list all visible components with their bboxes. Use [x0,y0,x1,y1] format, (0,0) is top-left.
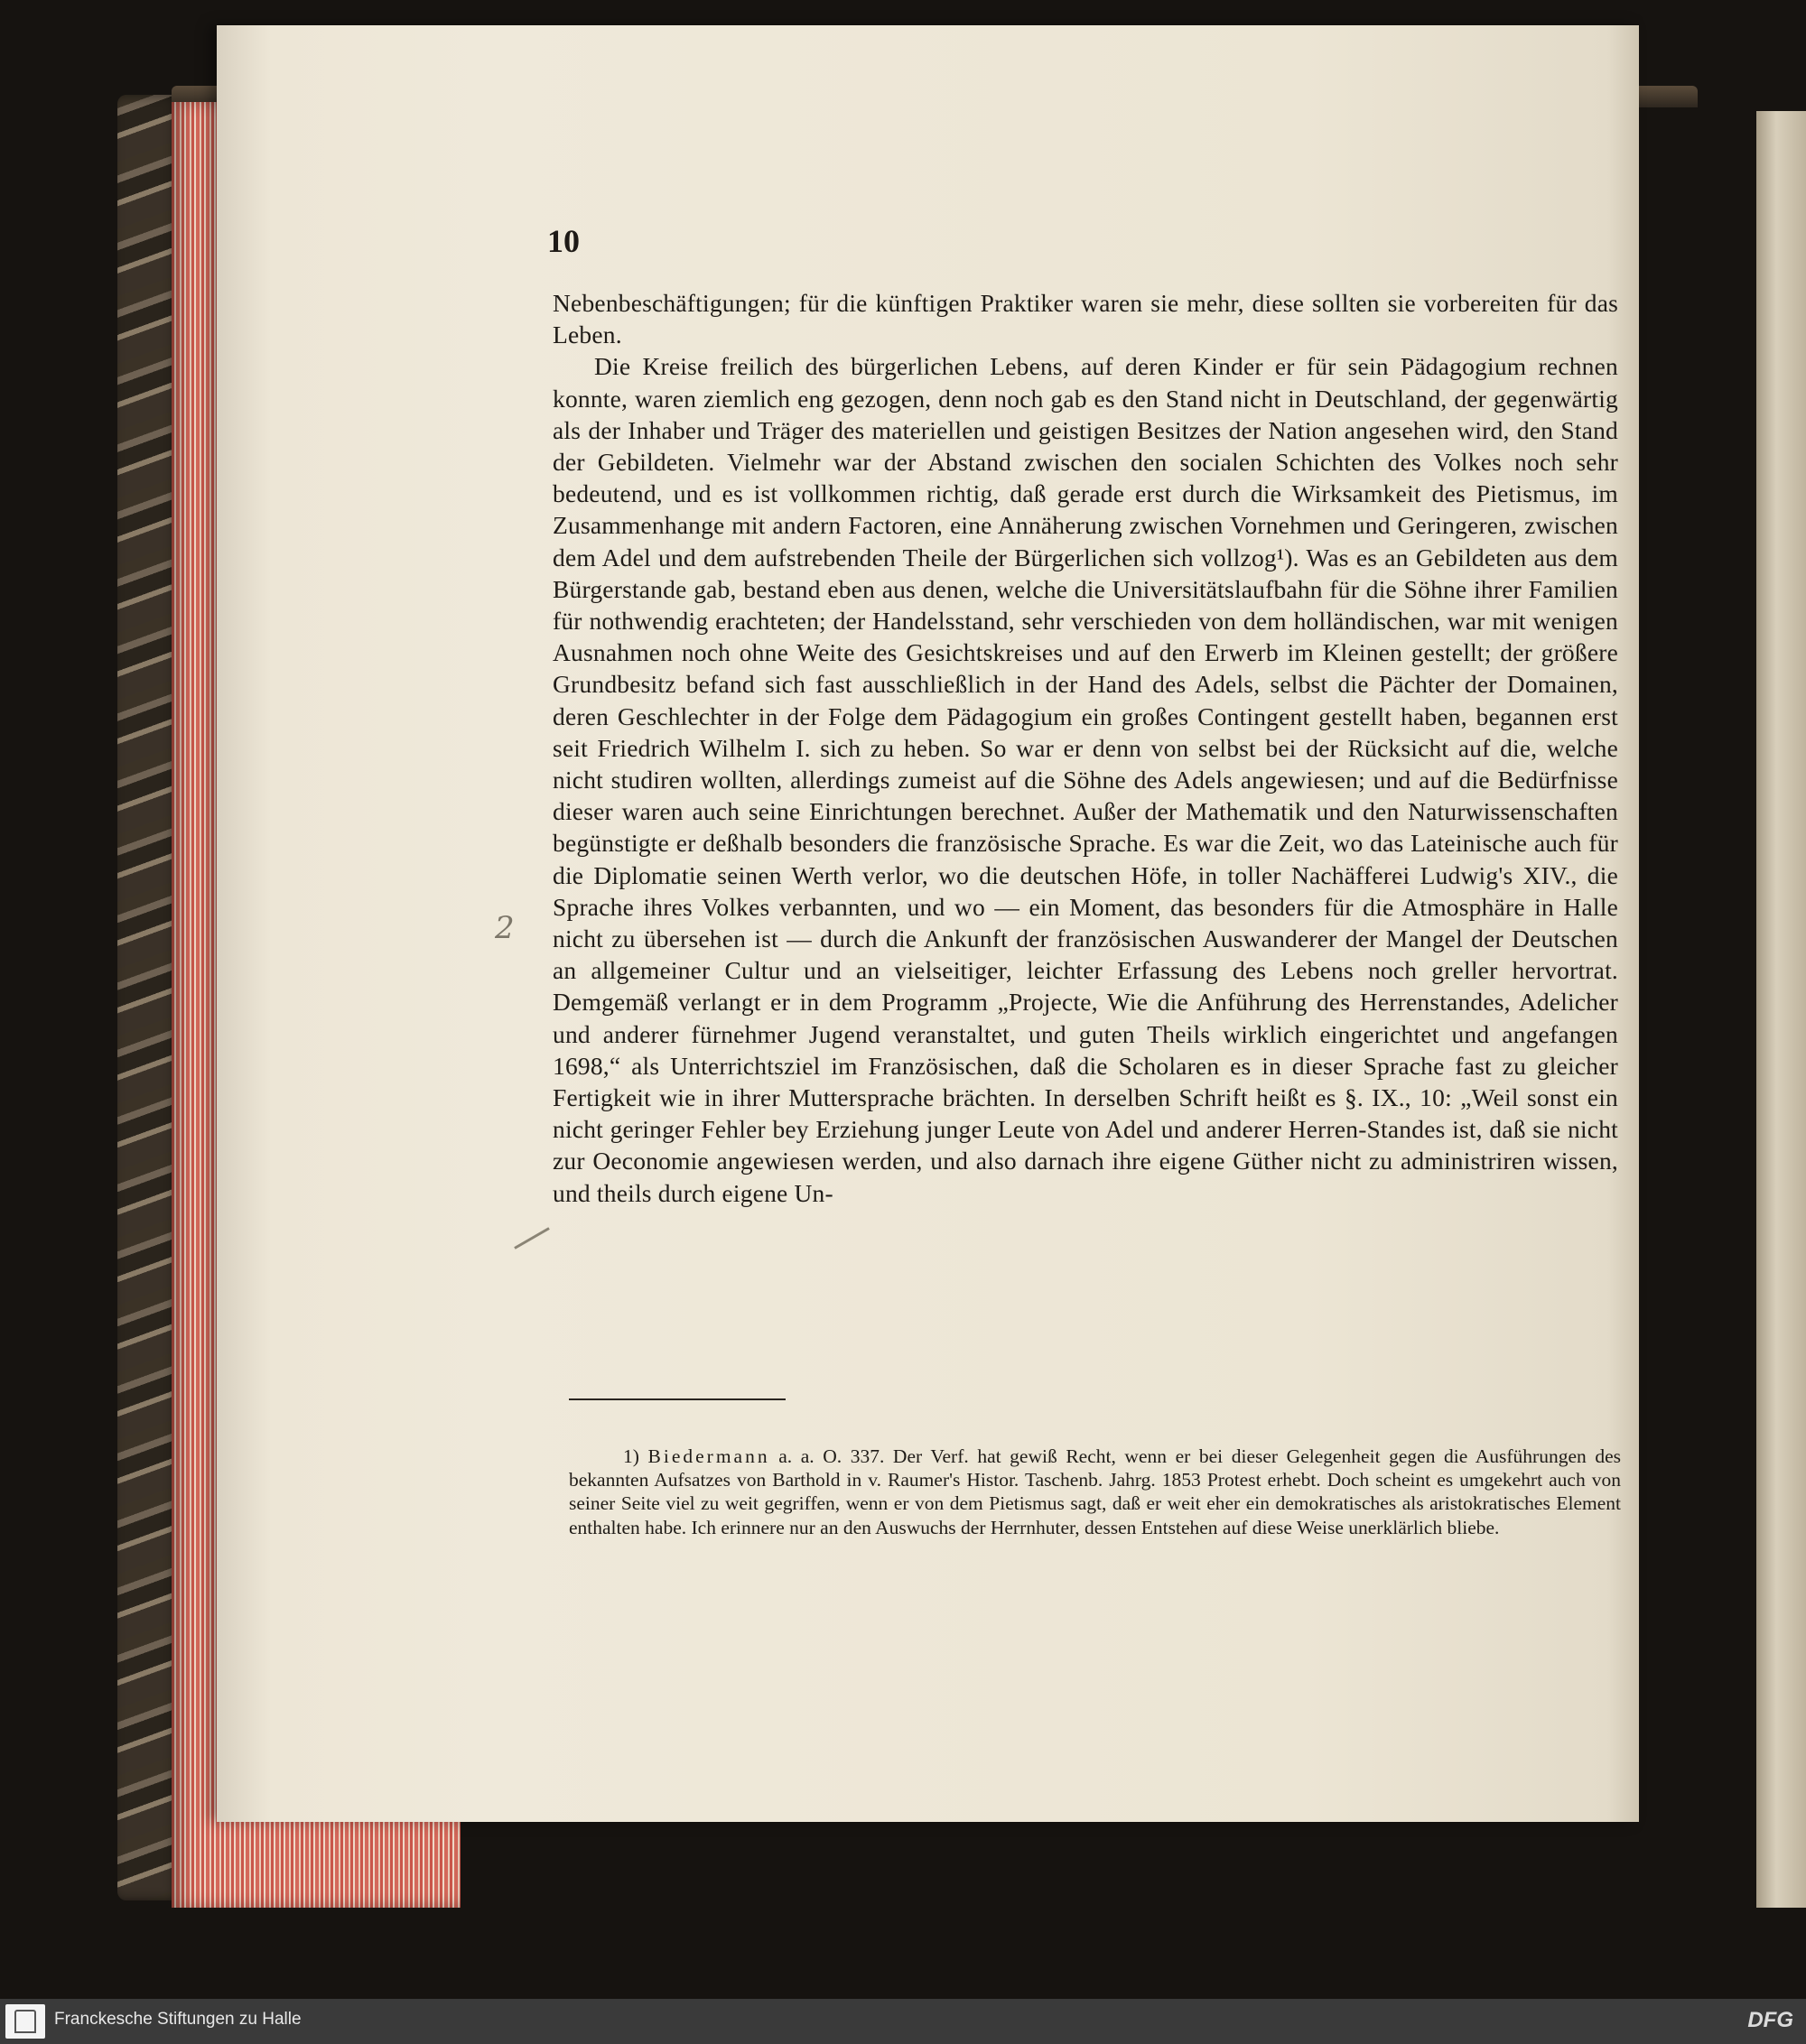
footnote-marker: 1) [623,1445,639,1467]
institution-logo-icon[interactable] [5,2004,45,2039]
footnote-rule [569,1398,786,1400]
footnote [569,1445,1621,1539]
paragraph: Die Kreise freilich des bürgerlichen Lebens, auf deren Kinder er für sein Pädagogium rechnen konnte, waren ziemlich eng gezogen, denn noch gab es den Stand nicht in Deutschland, der gegenwärtig als der Inhaber und Träger des materiellen und geistigen Besitzes der Nation angesehen wird, den Stand der Gebildeten. Vielmehr war der Abstand zwischen den socialen Schichten des Volkes noch sehr bedeutend, und es ist vollkommen richtig, daß gerade erst durch die Wirksamkeit des Pietismus, im Zusammenhange mit andern Factoren, eine Annäherung zwischen Vornehmen und Geringeren, zwischen dem Adel und dem aufstrebenden Theile der Bürgerlichen sich vollzog¹). Was es an Gebildeten aus dem Bürgerstande gab, bestand eben aus denen, welche die Universitätslaufbahn für die Söhne ihrer Familien für nothwendig erachteten; der Handelsstand, sehr verschieden von dem holländischen, war mit wenigen Ausnahmen noch ohne Weite des Gesichtskreises und auf den Erwerb im Kleinen gestellt; der größere Grundbesitz befand sich fast ausschließlich in der Hand des Adels, selbst die Pächter der Domainen, deren Geschlechter in der Folge dem Pädagogium ein großes Contingent gestellt haben, begannen erst seit Friedrich Wilhelm I. sich zu heben. So war er denn von selbst bei der Rücksicht auf die, welche nicht studiren wollten, allerdings zumeist auf die Söhne des Adels angewiesen; und auf die Bedürfnisse dieser waren auch seine Einrichtungen berechnet. Außer der Mathematik und den Naturwissenschaften begünstigte er deßhalb besonders die französische Sprache. Es war die Zeit, wo das Lateinische auch für die Diplomatie seinen Werth verlor, wo die deutschen Höfe, in toller Nachäfferei Ludwig's XIV., die Sprache ihres Volkes verbannten, und wo — ein Moment, das besonders für die Atmosphäre in Halle nicht zu übersehen ist — durch die Ankunft der französischen Auswanderer der Mangel der Deutschen an allgemeiner Cultur und an vielseitiger, leichter Erfassung des Lebens noch greller hervortrat. Demgemäß verlangt er in dem Programm „Projecte, Wie die Anführung des Herrenstandes, Adelicher und anderer fürnehmer Jugend veranstaltet, und guten Theils wirklich eingerichtet und angefangen 1698,“ als Unterrichtsziel im Französischen, daß die Scholaren es in dieser Sprache fast zu gleicher Fertigkeit wie in ihrer Muttersprache brächten. In derselben Schrift heißt es §. IX., 10: „Weil sonst ein nicht geringer Fehler bey Erziehung junger Leute von Adel und anderer Herren-Standes ist, daß sie nicht zur Oeconomie angewiesen werden, und also darnach ihre eigene Güther nicht zu administriren wissen, und theils durch eigene Un- [553,352,1618,1207]
pencil-margin-mark: 2 [495,910,515,946]
institution-name[interactable]: Franckesche Stiftungen zu Halle [54,2010,302,2029]
page-number: 10 [547,223,580,259]
footnote-author: Biedermann [647,1445,770,1467]
viewer-footer [0,1999,1806,2044]
footnote-text: a. a. O. 337. Der Verf. hat gewiß Recht, wenn er bei dieser Gelegenheit gegen die Ausführungen des bekannten Aufsatzes von Barthold in v. Raumer's Histor. Taschenb. Jahrg. 1853 Protest erhebt. Doch scheint es umgekehrt auch von seiner Seite viel zu weit gegriffen, wenn er von dem Pietismus sagt, daß er weit eher ein demokratisches als aristokratisches Element enthalten habe. Ich erinnere nur an den Auswuchs der Herrnhuter, dessen Entstehen auf diese Weise unerklärlich bliebe. [569,1445,1621,1538]
dfg-logo[interactable]: DFG [1747,2008,1793,2032]
body-text [553,287,1618,1209]
facing-page-edge [1756,111,1806,1908]
paragraph: Nebenbeschäftigungen; für die künftigen Praktiker waren sie mehr, diese sollten sie vorbereiten für das Leben. [553,289,1618,349]
